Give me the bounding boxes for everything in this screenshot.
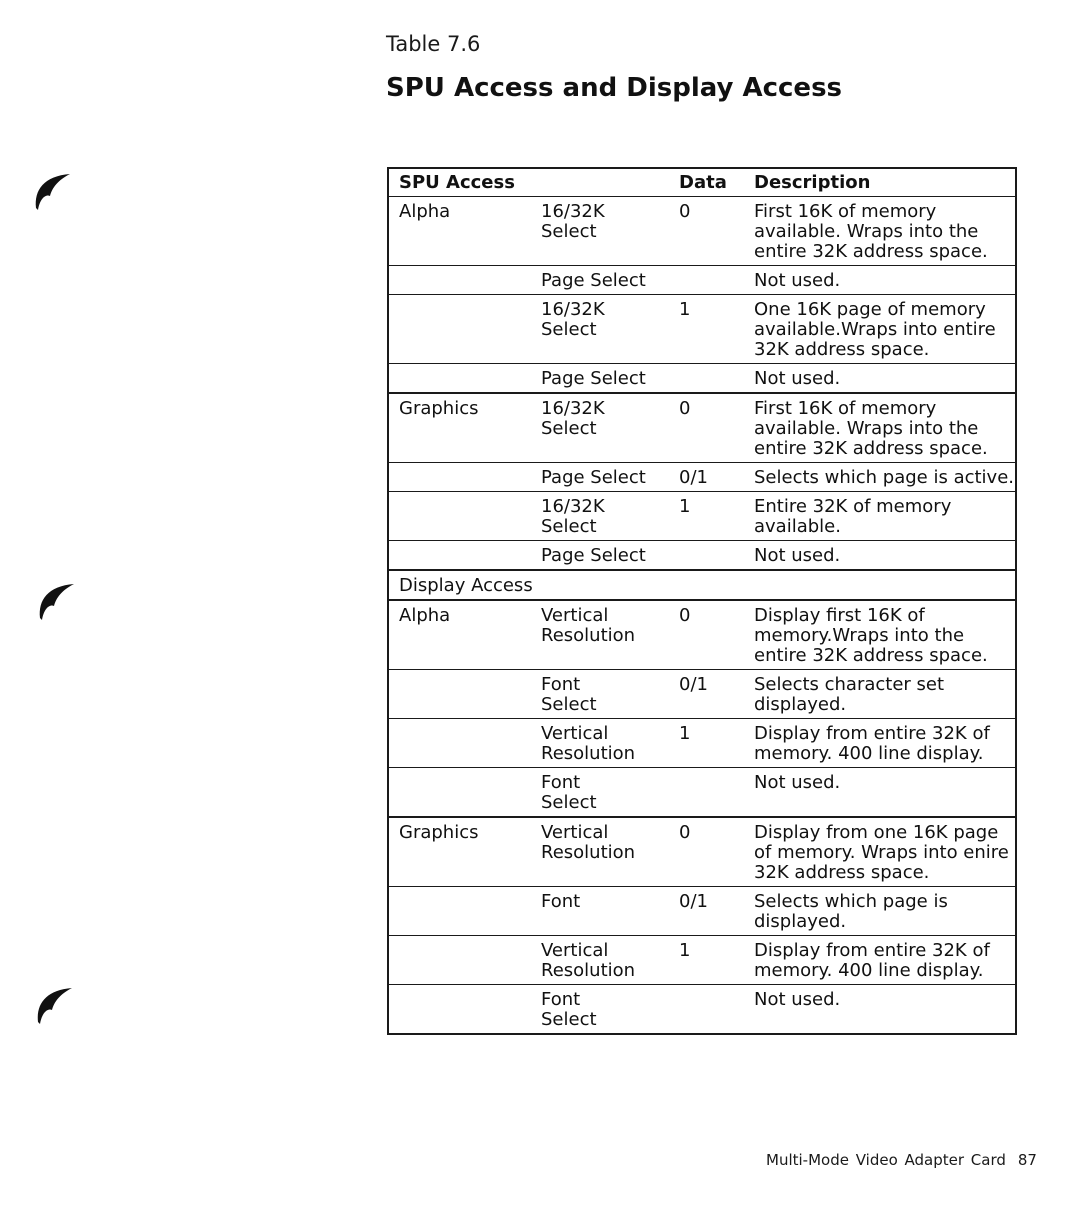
- cell-access: [389, 675, 531, 715]
- cell-data: 0: [679, 201, 691, 222]
- cell-mode: Page Select: [541, 467, 646, 488]
- binder-hole-mark-icon: [34, 578, 80, 624]
- cell-mode: Page Select: [541, 270, 646, 291]
- table-caption: Table 7.6: [386, 32, 481, 56]
- cell-mode: Vertical Resolution: [541, 605, 636, 646]
- table-header-row: [389, 169, 1015, 196]
- header-data: Data: [679, 172, 727, 193]
- cell-data: 1: [679, 723, 691, 744]
- cell-mode: Page Select: [541, 545, 646, 566]
- cell-description: Display from entire 32K of memory. 400 line display.: [754, 723, 990, 764]
- cell-data: [669, 271, 744, 291]
- header-access: SPU Access: [399, 172, 515, 193]
- cell-mode: Font: [541, 891, 581, 912]
- table-row: [389, 767, 1015, 816]
- cell-access: [389, 271, 531, 291]
- cell-description: Not used.: [754, 772, 841, 793]
- cell-description: Not used.: [754, 545, 841, 566]
- cell-mode: 16/32K Select: [541, 496, 605, 537]
- table-row: [389, 599, 1015, 669]
- cell-data: 0: [679, 605, 691, 626]
- cell-data: 0: [679, 822, 691, 843]
- cell-description: Not used.: [754, 368, 841, 389]
- section-label: Display Access: [399, 575, 533, 596]
- cell-mode: Page Select: [541, 368, 646, 389]
- table-row: [389, 265, 1015, 294]
- binder-hole-mark-icon: [30, 168, 76, 214]
- cell-description: Selects which page is active.: [754, 467, 1014, 488]
- cell-mode: Font Select: [541, 674, 597, 715]
- cell-access: [389, 468, 531, 488]
- table-row: [389, 669, 1015, 718]
- cell-description: Display first 16K of memory.Wraps into the entire 32K address space.: [754, 605, 988, 666]
- cell-mode: Font Select: [541, 772, 597, 813]
- table-row: [389, 718, 1015, 767]
- cell-data: 0/1: [679, 674, 708, 695]
- table-row: [389, 392, 1015, 462]
- cell-mode: 16/32K Select: [541, 299, 605, 340]
- page-title: SPU Access and Display Access: [386, 73, 843, 103]
- cell-description: Selects character set displayed.: [754, 674, 945, 715]
- cell-access: Alpha: [399, 605, 451, 626]
- cell-access: Graphics: [399, 398, 479, 419]
- page-number: 87: [1017, 1151, 1037, 1169]
- cell-access: [389, 892, 531, 932]
- cell-data: [669, 773, 744, 813]
- cell-mode: Font Select: [541, 989, 597, 1030]
- cell-mode: 16/32K Select: [541, 398, 605, 439]
- table-row: [389, 816, 1015, 886]
- cell-data: 0: [679, 398, 691, 419]
- cell-data: 1: [679, 299, 691, 320]
- table-row: [389, 294, 1015, 363]
- cell-data: 1: [679, 940, 691, 961]
- binder-hole-mark-icon: [32, 982, 78, 1028]
- cell-data: [669, 369, 744, 389]
- cell-access: [389, 773, 531, 813]
- cell-access: [389, 546, 531, 566]
- table-row: [389, 491, 1015, 540]
- cell-mode: Vertical Resolution: [541, 822, 636, 863]
- cell-mode: Vertical Resolution: [541, 723, 636, 764]
- access-table: [387, 167, 1017, 1035]
- table-row: [389, 363, 1015, 392]
- cell-access: [389, 369, 531, 389]
- cell-description: Entire 32K of memory available.: [754, 496, 952, 537]
- cell-description: First 16K of memory available. Wraps into the entire 32K address space.: [754, 398, 988, 459]
- cell-data: 0/1: [679, 891, 708, 912]
- table-row: [389, 886, 1015, 935]
- cell-access: [389, 990, 531, 1030]
- table-row: [389, 935, 1015, 984]
- cell-description: Not used.: [754, 270, 841, 291]
- cell-access: [389, 497, 531, 537]
- table-row: [389, 540, 1015, 569]
- table-row: [389, 462, 1015, 491]
- cell-description: Selects which page is displayed.: [754, 891, 948, 932]
- cell-access: [389, 300, 531, 360]
- section-row-display-access: [389, 569, 1015, 599]
- cell-data: 1: [679, 496, 691, 517]
- page-footer: [766, 1151, 1037, 1169]
- footer-title: Multi-Mode Video Adapter Card: [766, 1151, 1006, 1169]
- cell-data: 0/1: [679, 467, 708, 488]
- cell-mode: 16/32K Select: [541, 201, 605, 242]
- cell-access: Alpha: [399, 201, 451, 222]
- header-description: Description: [754, 172, 871, 193]
- cell-data: [669, 546, 744, 566]
- cell-description: Display from one 16K page of memory. Wraps into enire 32K address space.: [754, 822, 1009, 883]
- table-row: [389, 196, 1015, 265]
- header-mode: [531, 172, 669, 194]
- table-row: [389, 984, 1015, 1033]
- cell-description: Display from entire 32K of memory. 400 line display.: [754, 940, 990, 981]
- cell-access: Graphics: [399, 822, 479, 843]
- cell-description: One 16K page of memory available.Wraps into entire 32K address space.: [754, 299, 996, 360]
- cell-description: Not used.: [754, 989, 841, 1010]
- cell-mode: Vertical Resolution: [541, 940, 636, 981]
- cell-access: [389, 941, 531, 981]
- cell-description: First 16K of memory available. Wraps into the entire 32K address space.: [754, 201, 988, 262]
- cell-data: [669, 990, 744, 1030]
- cell-access: [389, 724, 531, 764]
